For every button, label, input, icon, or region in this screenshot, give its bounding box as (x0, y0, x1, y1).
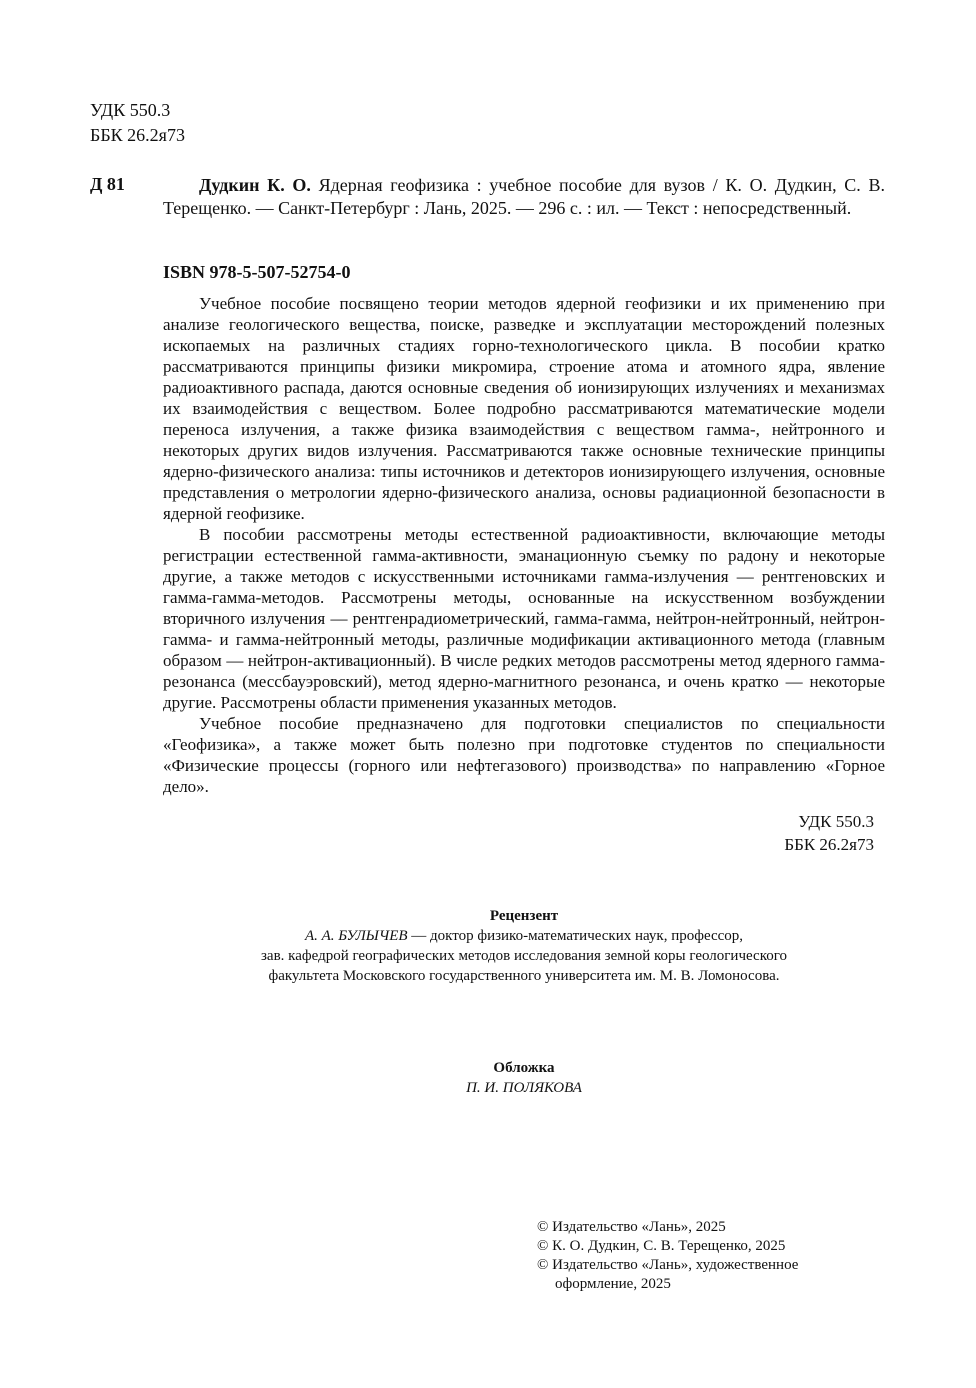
bbk-code: ББК 26.2я73 (90, 125, 185, 145)
reviewer-title: — доктор физико-математических наук, профессор, (407, 928, 744, 944)
abstract-paragraph-1: Учебное пособие посвящено теории методов ядерной геофизики и их применению при анализе геологического вещества, поиске, разведке и эксплуатации месторождений полезных ископаемых на различных стадиях горно-технологического цикла. В пособии кратко рассматриваются принципы физики микромира, строение атома и атомного ядра, явление радиоактивного распада, даются основные сведения об ионизирующих излучениях и механизмах их взаимодействия с веществом. Более подробно рассматриваются математические модели переноса излучения, а также физика взаимодействия с веществом гамма-, нейтронного и некоторых других видов излучения. Рассматриваются также основные технические принципы ядерно-физического анализа: типы источников и детекторов ионизирующего излучения, основные представления о метрологии ядерно-физического анализа, основы радиационной безопасности в ядерной геофизике. (163, 294, 885, 523)
copyright-line-2: © К. О. Дудкин, С. В. Терещенко, 2025 (537, 1238, 786, 1254)
record-description: Ядерная геофизика : учебное пособие для вузов / К. О. Дудкин, С. В. Терещенко. — Санкт-Петербург : Лань, 2025. — 296 с. : ил. — Текст : непосредственный. (163, 175, 885, 218)
reviewer-heading: Рецензент (489, 908, 559, 924)
author-mark: Д 81 (90, 174, 125, 194)
abstract-paragraph-3: Учебное пособие предназначено для подготовки специалистов по специальности «Геофизика», а также может быть полезно при подготовке студентов по специальности «Физические процессы (горного или нефтегазового) производства» по направлению «Горное дело». (163, 714, 885, 796)
cover-heading: Обложка (493, 1060, 555, 1076)
cover-designer-name: П. И. ПОЛЯКОВА (466, 1080, 582, 1096)
copyright-line-3: © Издательство «Лань», художественное (537, 1257, 799, 1273)
reviewer-line-2: зав. кафедрой географических методов исследования земной коры геологического (261, 948, 787, 964)
record-author: Дудкин К. О. (199, 175, 311, 195)
reviewer-name: А. А. БУЛЫЧЕВ (304, 928, 408, 944)
copyright-block (537, 1218, 877, 1294)
bibliographic-record (163, 174, 885, 220)
footer-bbk-code: ББК 26.2я73 (784, 835, 874, 854)
copyright-line-3-continuation: оформление, 2025 (555, 1276, 671, 1292)
isbn: ISBN 978-5-507-52754-0 (163, 262, 351, 282)
header-classification-codes (90, 98, 185, 148)
copyright-line-1: © Издательство «Лань», 2025 (537, 1219, 726, 1235)
udk-code: УДК 550.3 (90, 100, 171, 120)
reviewer-line-3: факультета Московского государственного университета им. М. В. Ломоносова. (268, 968, 780, 984)
abstract-paragraph-2: В пособии рассмотрены методы естественной радиоактивности, включающие методы регистрации естественной гамма-активности, эманационную съемку по радону и некоторые другие, а также методов с искусственными источниками гамма-излучения — рентгеновских и гамма-гамма-методов. Рассмотрены методы, основанные на искусственном возбуждении вторичного излучения — рентгенрадиометрический, гамма-гамма, нейтрон-нейтронный, нейтрон-гамма- и гамма-нейтронный методы, различные модификации активационного метода (главным образом — нейтрон-активационный). В числе редких методов рассмотрены метод ядерного гамма-резонанса (мессбауэровский), метод ядерно-магнитного резонанса, и очень кратко — некоторые другие. Рассмотрены области применения указанных методов. (163, 525, 885, 712)
cover-credit-block (163, 1058, 885, 1098)
reviewer-line-1 (163, 926, 885, 946)
reviewer-block (163, 906, 885, 986)
footer-classification-codes (700, 810, 874, 856)
footer-udk-code: УДК 550.3 (798, 812, 874, 831)
abstract (163, 293, 885, 797)
